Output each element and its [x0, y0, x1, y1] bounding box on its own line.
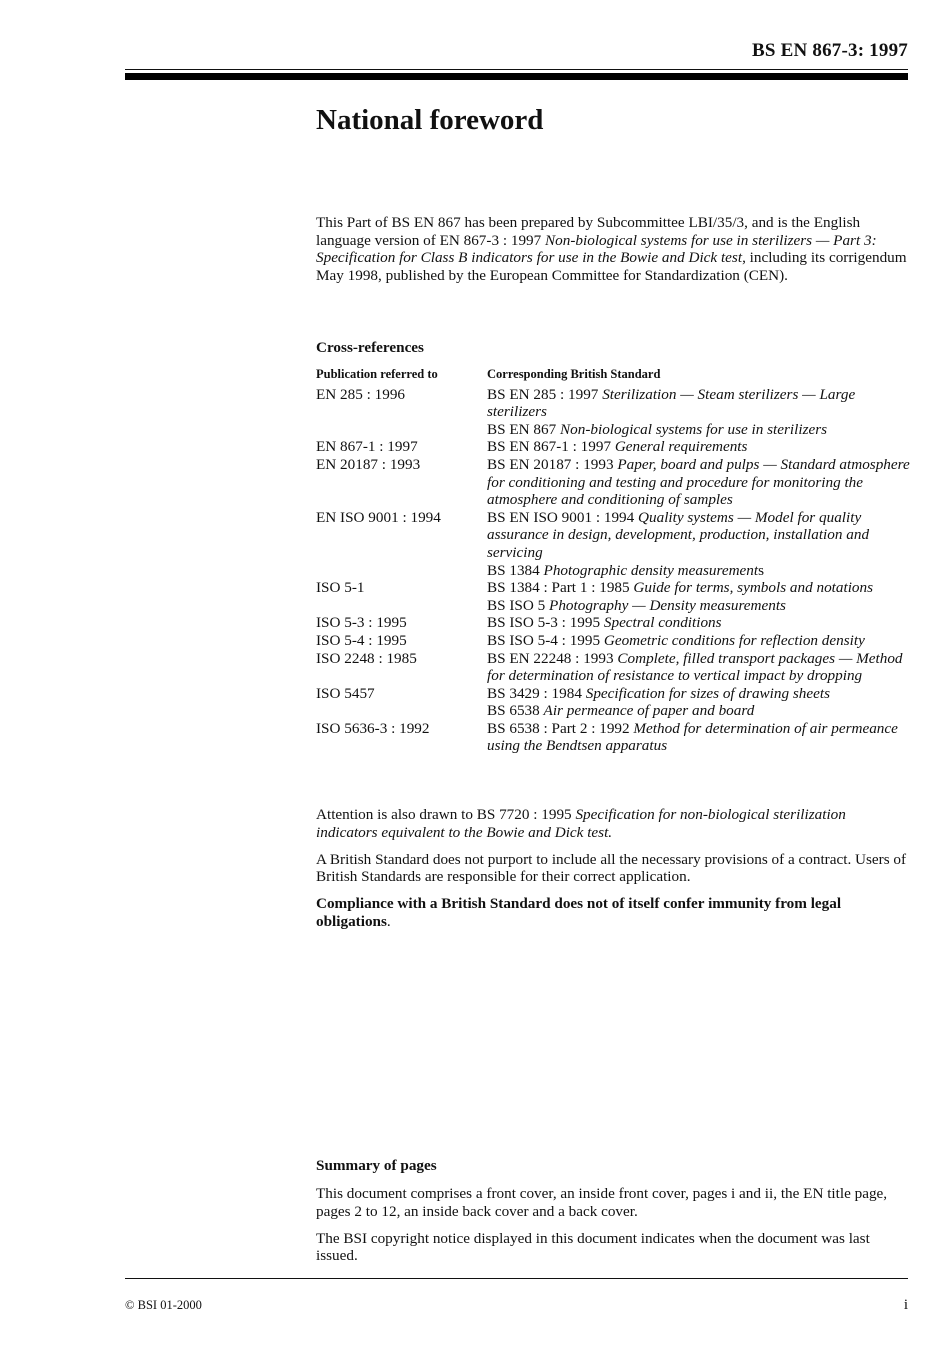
standard-number: BS 6538 : Part 2 : 1992	[487, 719, 634, 737]
footer-rule	[125, 1278, 908, 1279]
standard-number: BS EN 20187 : 1993	[487, 455, 618, 473]
col-publication-header: Publication referred to	[316, 367, 438, 381]
corresponding-standard-cell	[487, 438, 916, 456]
publication-cell: ISO 5-1	[316, 579, 365, 597]
standard-number: BS EN 867	[487, 420, 560, 438]
standard-title: Air permeance of paper and board	[543, 702, 755, 720]
standard-title: Spectral conditions	[603, 614, 722, 632]
corresponding-standard-cell	[487, 720, 916, 755]
corresponding-standard-cell	[487, 456, 916, 509]
publication-cell: EN 867-1 : 1997	[316, 438, 418, 456]
standard-title: Paper, board and pulps — Standard atmosphere for conditioning and testing and procedure for monitoring the atmosphere and conditioning of samples	[487, 455, 910, 509]
attention-text: Attention is also drawn to BS 7720 : 1995	[316, 806, 576, 823]
header-rule-thick	[125, 73, 908, 80]
table-row	[316, 456, 916, 509]
publication-cell: EN ISO 9001 : 1994	[316, 508, 441, 526]
intro-text-1: This Part of BS EN 867 has been prepared by Subcommittee LBI/35/3, and is the English language version of EN 867-3 : 1997	[316, 214, 861, 249]
standard-title: Guide for terms, symbols and notations	[633, 579, 874, 597]
standard-title: Photographic density measurement	[543, 561, 759, 579]
standard-title: Geometric conditions for reflection density	[603, 631, 865, 649]
standard-number: BS ISO 5-3 : 1995	[487, 614, 604, 632]
corresponding-standard-cell	[487, 685, 916, 703]
publication-cell	[316, 597, 487, 615]
compliance-end: .	[386, 912, 391, 930]
corresponding-standard-cell	[487, 386, 916, 421]
summary-heading: Summary of pages	[316, 1157, 437, 1174]
attention-paragraph	[316, 806, 908, 841]
corresponding-standard-cell	[487, 579, 916, 597]
corresponding-standard-cell	[487, 614, 916, 632]
corresponding-standard-cell	[487, 421, 916, 439]
compliance-paragraph	[316, 895, 908, 930]
publication-cell	[316, 421, 487, 439]
intro-paragraph	[316, 214, 908, 284]
standard-number: BS EN 22248 : 1993	[487, 649, 618, 667]
standard-title-suffix: s	[758, 561, 765, 579]
standard-number: BS ISO 5-4 : 1995	[487, 631, 604, 649]
copyright-notice: © BSI 01-2000	[125, 1298, 202, 1312]
standard-title: Method for determination of air permeance using the Bendtsen apparatus	[487, 719, 898, 755]
notes-section	[316, 806, 908, 940]
standard-title: Non-biological systems for use in sterilizers	[560, 420, 828, 438]
publication-cell	[316, 702, 487, 720]
attention-italic: Specification for non-biological sterilization indicators equivalent to the Bowie and Dick test.	[316, 806, 846, 841]
standard-number: BS EN ISO 9001 : 1994	[487, 508, 639, 526]
standard-title: Complete, filled transport packages — Method for determination of resistance to vertical impact by dropping	[487, 649, 903, 685]
table-row	[316, 720, 916, 755]
standard-title: General requirements	[614, 438, 748, 456]
standard-number: BS 1384	[487, 561, 544, 579]
corresponding-standard-cell	[487, 650, 916, 685]
standard-number: BS EN 285 : 1997	[487, 385, 603, 403]
publication-cell	[316, 562, 487, 580]
summary-paragraph-1: This document comprises a front cover, an inside front cover, pages i and ii, the EN title page, pages 2 to 12, an inside back cover and a back cover.	[316, 1185, 888, 1220]
publication-cell: ISO 2248 : 1985	[316, 649, 417, 667]
standard-title: Specification for sizes of drawing sheets	[585, 684, 830, 702]
col-corresponding-header: Corresponding British Standard	[487, 367, 661, 381]
publication-cell: ISO 5-3 : 1995	[316, 614, 407, 632]
standard-title: Sterilization — Steam sterilizers — Large sterilizers	[487, 385, 856, 421]
table-row	[316, 562, 916, 580]
publication-cell: EN 20187 : 1993	[316, 455, 421, 473]
header-rule-thin	[125, 69, 908, 70]
table-row	[316, 650, 916, 685]
table-row	[316, 421, 916, 439]
corresponding-standard-cell	[487, 562, 916, 580]
table-row	[316, 597, 916, 615]
table-row	[316, 579, 916, 597]
cross-references-body	[316, 386, 916, 755]
cross-references-heading: Cross-references	[316, 339, 424, 356]
publication-cell: ISO 5457	[316, 684, 375, 702]
page-number: i	[903, 1297, 908, 1313]
publication-cell: ISO 5636-3 : 1992	[316, 719, 430, 737]
summary-section	[316, 1185, 908, 1274]
page-title: National foreword	[316, 104, 544, 136]
corresponding-standard-cell	[487, 597, 916, 615]
table-row	[316, 438, 916, 456]
table-row	[316, 509, 916, 562]
standard-number: BS ISO 5	[487, 596, 550, 614]
corresponding-standard-cell	[487, 509, 916, 562]
standard-code: BS EN 867-3: 1997	[752, 40, 908, 61]
standard-title: Quality systems — Model for quality assurance in design, development, production, installation and servicing	[487, 508, 870, 561]
corresponding-standard-cell	[487, 632, 916, 650]
publication-cell: ISO 5-4 : 1995	[316, 631, 407, 649]
standard-title: Photography — Density measurements	[549, 596, 786, 614]
standard-number: BS 6538	[487, 702, 544, 720]
table-row	[316, 614, 916, 632]
standard-number: BS 1384 : Part 1 : 1985	[487, 579, 634, 597]
table-row	[316, 386, 916, 421]
intro-title-italic: Non-biological systems for use in sterilizers — Part 3: Specification for Class B indicators for use in the Bowie and Dick test	[316, 231, 877, 267]
corresponding-standard-cell	[487, 702, 916, 720]
table-row	[316, 702, 916, 720]
standard-number: BS 3429 : 1984	[487, 684, 586, 702]
disclaimer-paragraph: A British Standard does not purport to include all the necessary provisions of a contract. Users of British Standards are responsible for their correct application.	[316, 850, 907, 886]
table-row	[316, 685, 916, 703]
compliance-bold: Compliance with a British Standard does not of itself confer immunity from legal obligations	[316, 895, 842, 930]
publication-cell: EN 285 : 1996	[316, 385, 406, 403]
intro-text-2: , including its corrigendum May 1998, published by the European Committee for Standardization (CEN).	[316, 249, 907, 284]
cross-references-table	[316, 366, 916, 755]
summary-paragraph-2: The BSI copyright notice displayed in this document indicates when the document was last issued.	[316, 1229, 870, 1265]
table-row	[316, 632, 916, 650]
standard-number: BS EN 867-1 : 1997	[487, 438, 615, 456]
table-header-row	[316, 366, 916, 386]
